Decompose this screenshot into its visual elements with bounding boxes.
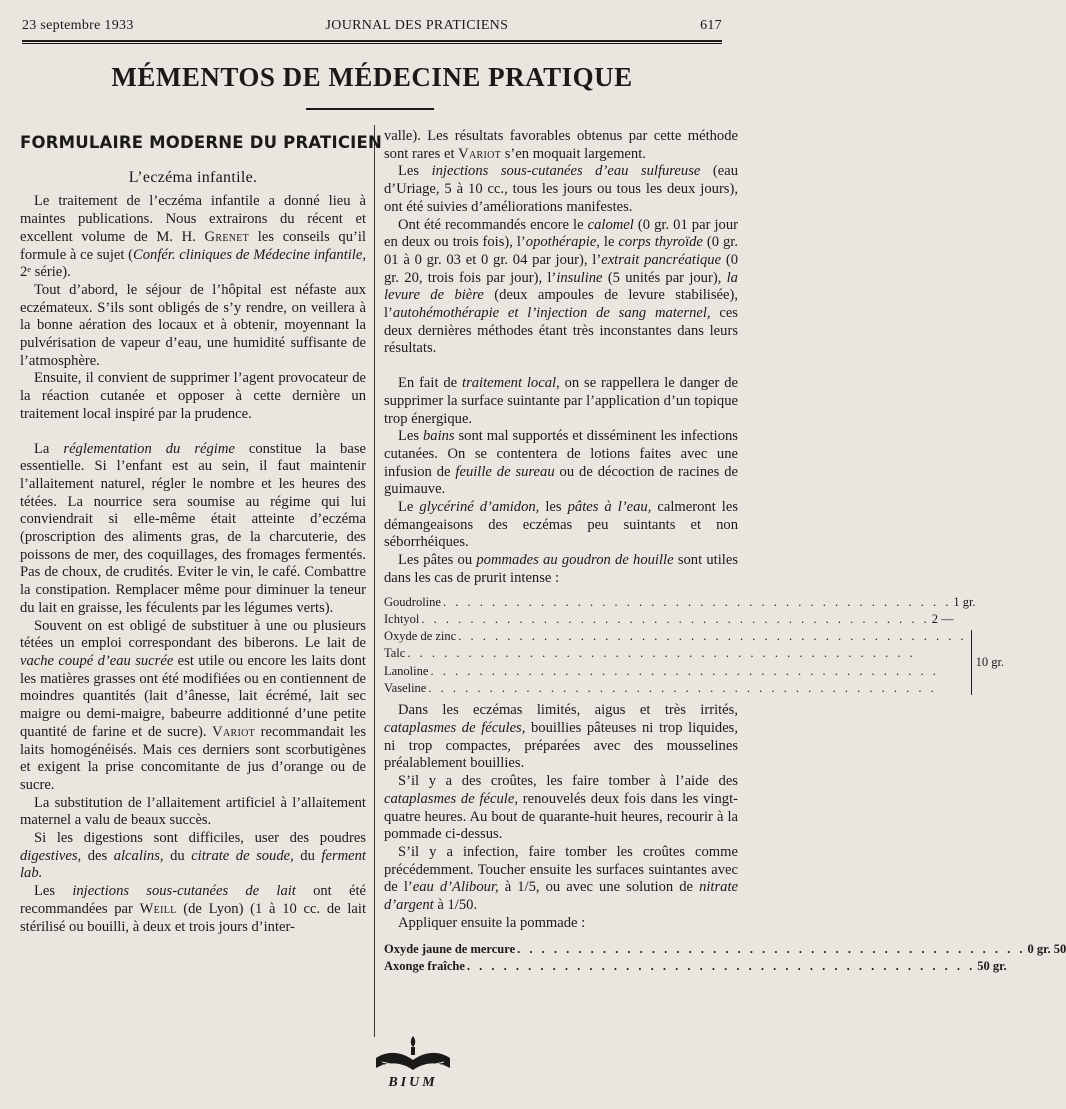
column-divider (374, 125, 375, 1037)
right-column (384, 128, 1066, 975)
paragraph: La substitution de l’allaitement artificiel à l’allaitement maternel a valu de beaux succès. (20, 794, 366, 829)
paragraph: Le traitement de l’eczéma infantile a donné lieu à maintes publications. Nous extrairons du récent et excellent volume de M. H. Grenet les conseils qu’il formule à ce sujet (Confér. cliniques de Médecine infantile, 2ᵉ série). (20, 193, 366, 281)
paragraph: Tout d’abord, le séjour de l’hôpital est néfaste aux eczémateux. S’ils sont obligés de s’y rendre, on veillera à la bonne aération des locaux et à obtenir, moyennant la pulvérisation de vapeur d’eau, une humidité suffisante de l’atmosphère. (20, 281, 366, 369)
header-rule-thin (22, 43, 722, 44)
section-title: FORMULAIRE MODERNE DU PRATICIEN (20, 133, 382, 152)
formula-row: Ichtyol . . . 2 — (384, 611, 722, 628)
formula-row: Oxyde de zinc . . . (384, 628, 969, 645)
paragraph: Les injections sous-cutanées d’eau sulfureuse (eau d’Uriage, 5 à 10 cc., tous les jours ou tous les deux jours), ont été suivies d’améliorations manifestes. (384, 163, 738, 215)
paragraph: valle). Les résultats favorables obtenus par cette méthode sont rares et Variot s’en moquait largement. (384, 128, 738, 162)
logo-text: BIUM (388, 1075, 438, 1090)
title-rule (306, 108, 434, 110)
formula-row: Lanoline . . . (384, 663, 969, 680)
prescription-formula-mercury-ointment (384, 941, 1066, 975)
paragraph: Souvent on est obligé de substituer à une ou plusieurs tétées un emploi correspondant des biberons. Le lait de vache coupé d’eau sucrée est utile ou encore les laits dont les matières grasses ont été modifiées ou en contiennent de moindres quantités (lait d’ânesse, lait écrémé, lait sec maigre ou demi-maigre, babeurre additionné d’une petite quantité de farine et de sucre). Variot recommandait les laits homogénéisés. Mais ces derniers sont scorbutigènes et exigent la prise concomitante de jus d’orange ou de sucre. (20, 617, 366, 793)
paragraph: Le glycériné d’amidon, les pâtes à l’eau, calmeront les démangeaisons des eczémas peu suintants et non séborrhéiques. (384, 499, 738, 551)
paragraph: Appliquer ensuite la pommade : (398, 914, 586, 931)
paragraph: Les pâtes ou pommades au goudron de houille sont utiles dans les cas de prurit intense : (384, 552, 738, 586)
group-quantity: 10 gr. (975, 655, 1005, 670)
paragraph: Ensuite, il convient de supprimer l’agent provocateur de la réaction cutanée et opposer à cette dernière un traitement local inspiré par la prudence. (20, 370, 366, 422)
header-rule (22, 40, 722, 42)
paragraph: S’il y a des croûtes, les faire tomber à l’aide des cataplasmes de fécule, renouvelés deux fois dans les vingt-quatre heures. Au bout de quarante-huit heures, recourir à la pommade ci-dessus. (384, 773, 738, 843)
formula-row: Oxyde jaune de mercure . . . 0 gr. 50 (384, 941, 706, 958)
left-column (20, 128, 382, 936)
formula-row: Goudroline . . . 1 gr. (384, 594, 722, 611)
issue-date: 23 septembre 1933 (22, 18, 134, 33)
article-title: L’eczéma infantile. (128, 168, 258, 186)
paragraph: Dans les eczémas limités, aigus et très irrités, cataplasmes de fécules, bouillies pâteuses ni trop liquides, ni trop compactes, préparées avec des mousselines préalablement bouillies. (384, 702, 738, 772)
book-lamp-emblem-icon (368, 1030, 458, 1090)
paragraph: S’il y a infection, faire tomber les croûtes comme précédemment. Toucher ensuite les surfaces suintantes avec de l’eau d’Alibour, à 1/5, ou avec une solution de nitrate d’argent à 1/50. (384, 843, 738, 914)
formula-group (384, 628, 1005, 697)
brace-icon (971, 630, 972, 695)
paragraph: La réglementation du régime constitue la base essentielle. Si l’enfant est au sein, il faut maintenir l’allaitement naturel, régler le nombre et les heures des tétées. La nourrice sera soumise au régime qui lui conviendrait si elle-même était atteinte d’eczéma (proscription des aliments gras, de la charcuterie, des poissons de mer, des coquillages, des fromages fermentés. Pas de choux, de crudités. Eviter le vin, le café. Combattre la constipation. Remplacer même pour diminuer la teneur du lait en graisse, les féculents par les légumes verts). (20, 440, 366, 616)
paragraph: Les bains sont mal supportés et disséminent les infections cutanées. On se contentera de lotions faites avec une infusion de feuille de sureau ou de décoction de racines de guimauve. (384, 428, 738, 498)
formula-row: Talc . . . (384, 645, 969, 662)
paragraph: Si les digestions sont difficiles, user des poudres digestives, des alcalins, du citrate de soude, du ferment lab. (20, 830, 366, 882)
journal-name: JOURNAL DES PRATICIENS (325, 18, 509, 33)
paragraph: Les injections sous-cutanées de lait ont été recommandées par Weill (de Lyon) (1 à 10 cc. de lait stérilisé ou bouilli, à deux et trois jours d’inter- (20, 883, 366, 935)
prescription-formula-tar-ointment (384, 594, 1005, 698)
running-head (22, 18, 722, 40)
formula-row: Axonge fraîche . . . 50 gr. (384, 958, 706, 975)
formula-row: Vaseline . . . (384, 680, 969, 697)
paragraph: Ont été recommandés encore le calomel (0 gr. 01 par jour en deux ou trois fois), l’opothérapie, le corps thyroïde (0 gr. 01 à 0 gr. 03 et 0 gr. 04 par jour), l’extrait pancréatique (0 gr. 20, trois fois par jour), l’insuline (5 unités par jour), la levure de bière (deux ampoules de levure stabilisée), l’autohémothérapie et l’injection de sang maternel, ces deux dernières méthodes étant très inconstantes dans leurs résultats. (384, 216, 739, 357)
main-title: MÉMENTOS DE MÉDECINE PRATIQUE (111, 62, 633, 92)
paragraph: En fait de traitement local, on se rappellera le danger de supprimer la surface suintante par l’application d’un topique trop énergique. (384, 375, 738, 427)
page-number: 617 (700, 18, 722, 33)
